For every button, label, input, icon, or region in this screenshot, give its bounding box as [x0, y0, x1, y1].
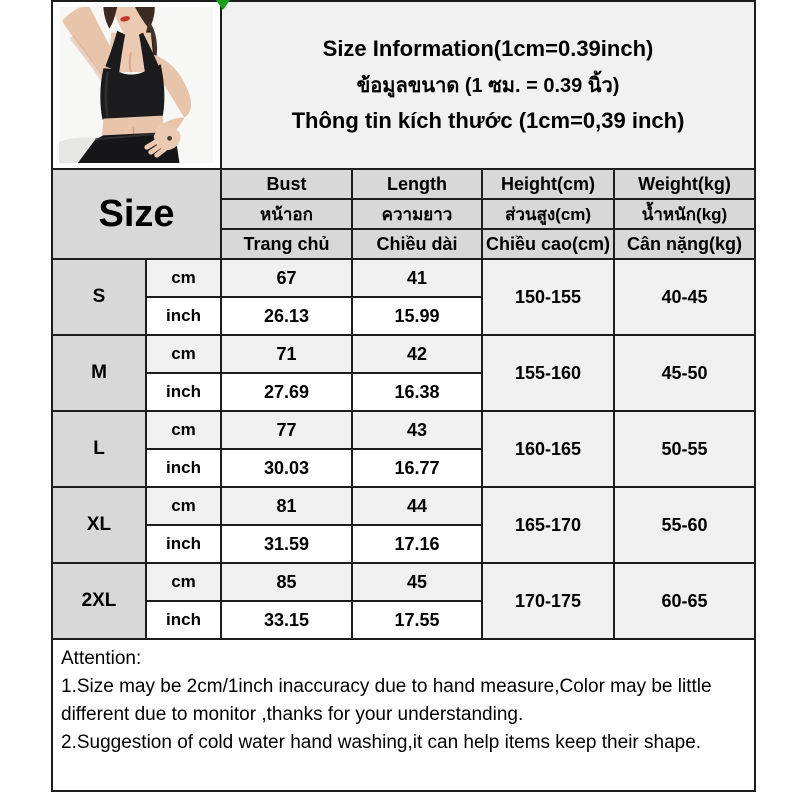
length-inch-value: 16.38: [353, 374, 483, 412]
col-header-height-th: ส่วนสูง(cm): [483, 200, 615, 230]
size-column-header: Size: [53, 170, 222, 260]
length-cm-value: 44: [353, 488, 483, 526]
bust-inch-value: 33.15: [222, 602, 353, 640]
size-chart-table: [51, 0, 756, 792]
size-chart-sheet: [51, 0, 756, 792]
unit-label-cm: cm: [147, 336, 222, 374]
title-block: [222, 2, 756, 170]
size-cell-s: S: [53, 260, 147, 336]
length-cm-value: 43: [353, 412, 483, 450]
size-cell-xl: XL: [53, 488, 147, 564]
unit-label-cm: cm: [147, 564, 222, 602]
weight-range: 40-45: [615, 260, 756, 336]
title-english: Size Information(1cm=0.39inch): [322, 36, 654, 61]
length-inch-value: 16.77: [353, 450, 483, 488]
title-vietnamese: Thông tin kích thước (1cm=0,39 inch): [291, 108, 685, 133]
col-header-length-vi: Chiều dài: [353, 230, 483, 260]
length-cm-value: 45: [353, 564, 483, 602]
unit-label-inch: inch: [147, 374, 222, 412]
unit-label-cm: cm: [147, 412, 222, 450]
length-inch-value: 17.16: [353, 526, 483, 564]
attention-line-2: 2.Suggestion of cold water hand washing,it can help items keep their shape.: [61, 732, 702, 753]
bust-cm-value: 71: [222, 336, 353, 374]
title-thai: ข้อมูลขนาด (1 ซม. = 0.39 นิ้ว): [356, 75, 620, 97]
length-cm-value: 42: [353, 336, 483, 374]
col-header-height-vi: Chiều cao(cm): [483, 230, 615, 260]
bust-inch-value: 30.03: [222, 450, 353, 488]
bust-cm-value: 77: [222, 412, 353, 450]
unit-label-inch: inch: [147, 298, 222, 336]
col-header-bust-th: หน้าอก: [222, 200, 353, 230]
weight-range: 45-50: [615, 336, 756, 412]
weight-range: 55-60: [615, 488, 756, 564]
col-header-length-en: Length: [353, 170, 483, 200]
weight-range: 60-65: [615, 564, 756, 640]
product-photo: [53, 2, 222, 170]
length-inch-value: 15.99: [353, 298, 483, 336]
size-cell-l: L: [53, 412, 147, 488]
size-cell-m: M: [53, 336, 147, 412]
unit-label-cm: cm: [147, 488, 222, 526]
attention-heading: Attention:: [61, 648, 142, 669]
green-corner-marker-icon: [216, 0, 230, 10]
col-header-weight-th: น้ำหนัก(kg): [615, 200, 756, 230]
col-header-weight-vi: Cân nặng(kg): [615, 230, 756, 260]
bust-inch-value: 26.13: [222, 298, 353, 336]
unit-label-inch: inch: [147, 450, 222, 488]
length-cm-value: 41: [353, 260, 483, 298]
attention-note: [53, 640, 756, 792]
col-header-height-en: Height(cm): [483, 170, 615, 200]
bust-cm-value: 81: [222, 488, 353, 526]
attention-line-1: 1.Size may be 2cm/1inch inaccuracy due to hand measure,Color may be little different due to monitor ,thanks for your understanding.: [61, 676, 712, 725]
size-cell-2xl: 2XL: [53, 564, 147, 640]
height-range: 165-170: [483, 488, 615, 564]
bust-cm-value: 67: [222, 260, 353, 298]
col-header-bust-vi: Trang chủ: [222, 230, 353, 260]
height-range: 160-165: [483, 412, 615, 488]
bust-cm-value: 85: [222, 564, 353, 602]
unit-label-inch: inch: [147, 526, 222, 564]
product-photo-illustration: [59, 7, 214, 163]
height-range: 170-175: [483, 564, 615, 640]
height-range: 150-155: [483, 260, 615, 336]
unit-label-inch: inch: [147, 602, 222, 640]
height-range: 155-160: [483, 336, 615, 412]
bust-inch-value: 27.69: [222, 374, 353, 412]
bust-inch-value: 31.59: [222, 526, 353, 564]
unit-label-cm: cm: [147, 260, 222, 298]
col-header-bust-en: Bust: [222, 170, 353, 200]
weight-range: 50-55: [615, 412, 756, 488]
length-inch-value: 17.55: [353, 602, 483, 640]
col-header-weight-en: Weight(kg): [615, 170, 756, 200]
col-header-length-th: ความยาว: [353, 200, 483, 230]
